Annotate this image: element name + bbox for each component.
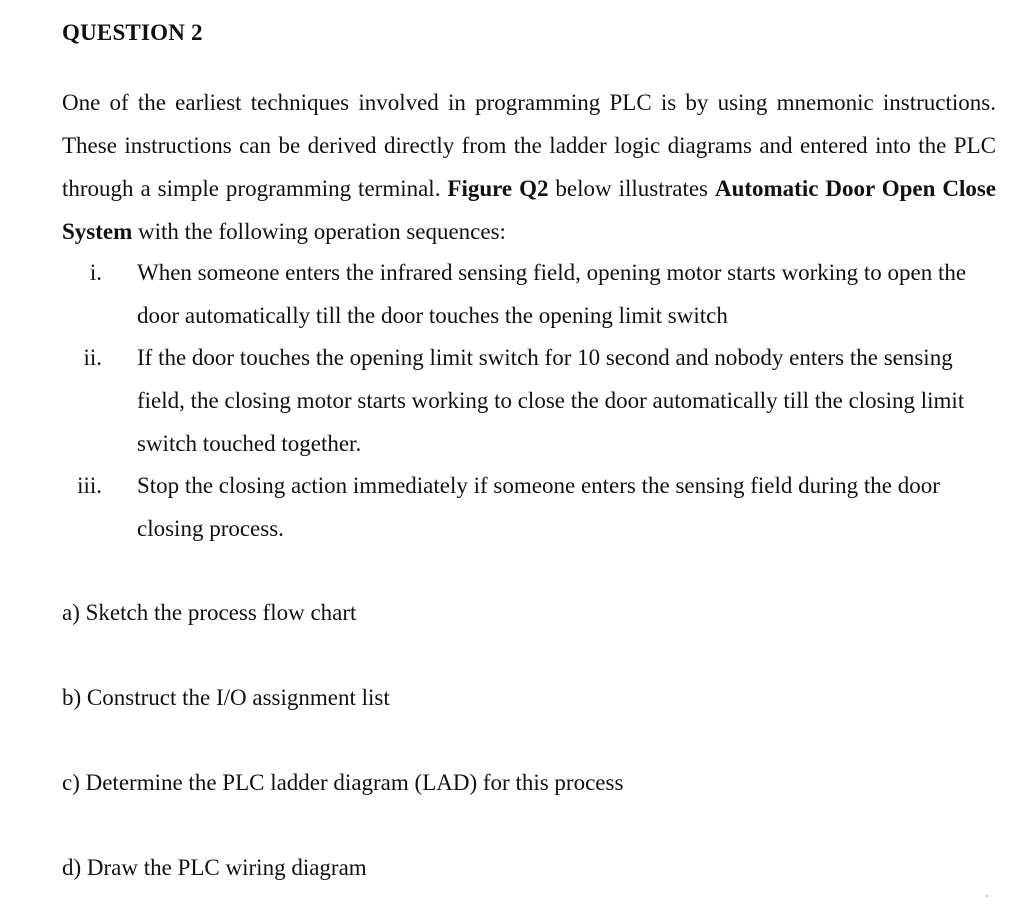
question-a: a) Sketch the process flow chart <box>62 600 357 625</box>
figure-reference: Figure Q2 <box>447 176 549 201</box>
question-c: c) Determine the PLC ladder diagram (LAD) for this process <box>62 770 624 795</box>
step-text: Stop the closing action immediately if someone enters the sensing field during the door closing process. <box>137 473 940 541</box>
step-number: ii. <box>83 345 102 370</box>
step-text: When someone enters the infrared sensing field, opening motor starts working to open the door automatically till the door touches the opening limit switch <box>137 260 967 328</box>
intro-paragraph <box>62 81 996 253</box>
system-name: Automatic Door Open Close System <box>62 176 997 244</box>
question-title: QUESTION 2 <box>62 20 203 45</box>
scan-speck <box>986 895 988 897</box>
intro-text-1: One of the earliest techniques involved in programming PLC is by using mnemonic instructions. These instructions can be derived directly from the ladder logic diagrams and entered into the PLC through a simple programming terminal. <box>62 90 996 201</box>
question-d: d) Draw the PLC wiring diagram <box>62 855 367 880</box>
step-text: If the door touches the opening limit switch for 10 second and nobody enters the sensing field, the closing motor starts working to close the door automatically till the closing limit switch touched together. <box>137 345 965 456</box>
intro-text-3: with the following operation sequences: <box>132 219 506 244</box>
step-number: iii. <box>77 473 102 498</box>
intro-text-2: below illustrates <box>548 176 715 201</box>
step-number: i. <box>89 260 102 285</box>
question-b: b) Construct the I/O assignment list <box>62 685 390 710</box>
